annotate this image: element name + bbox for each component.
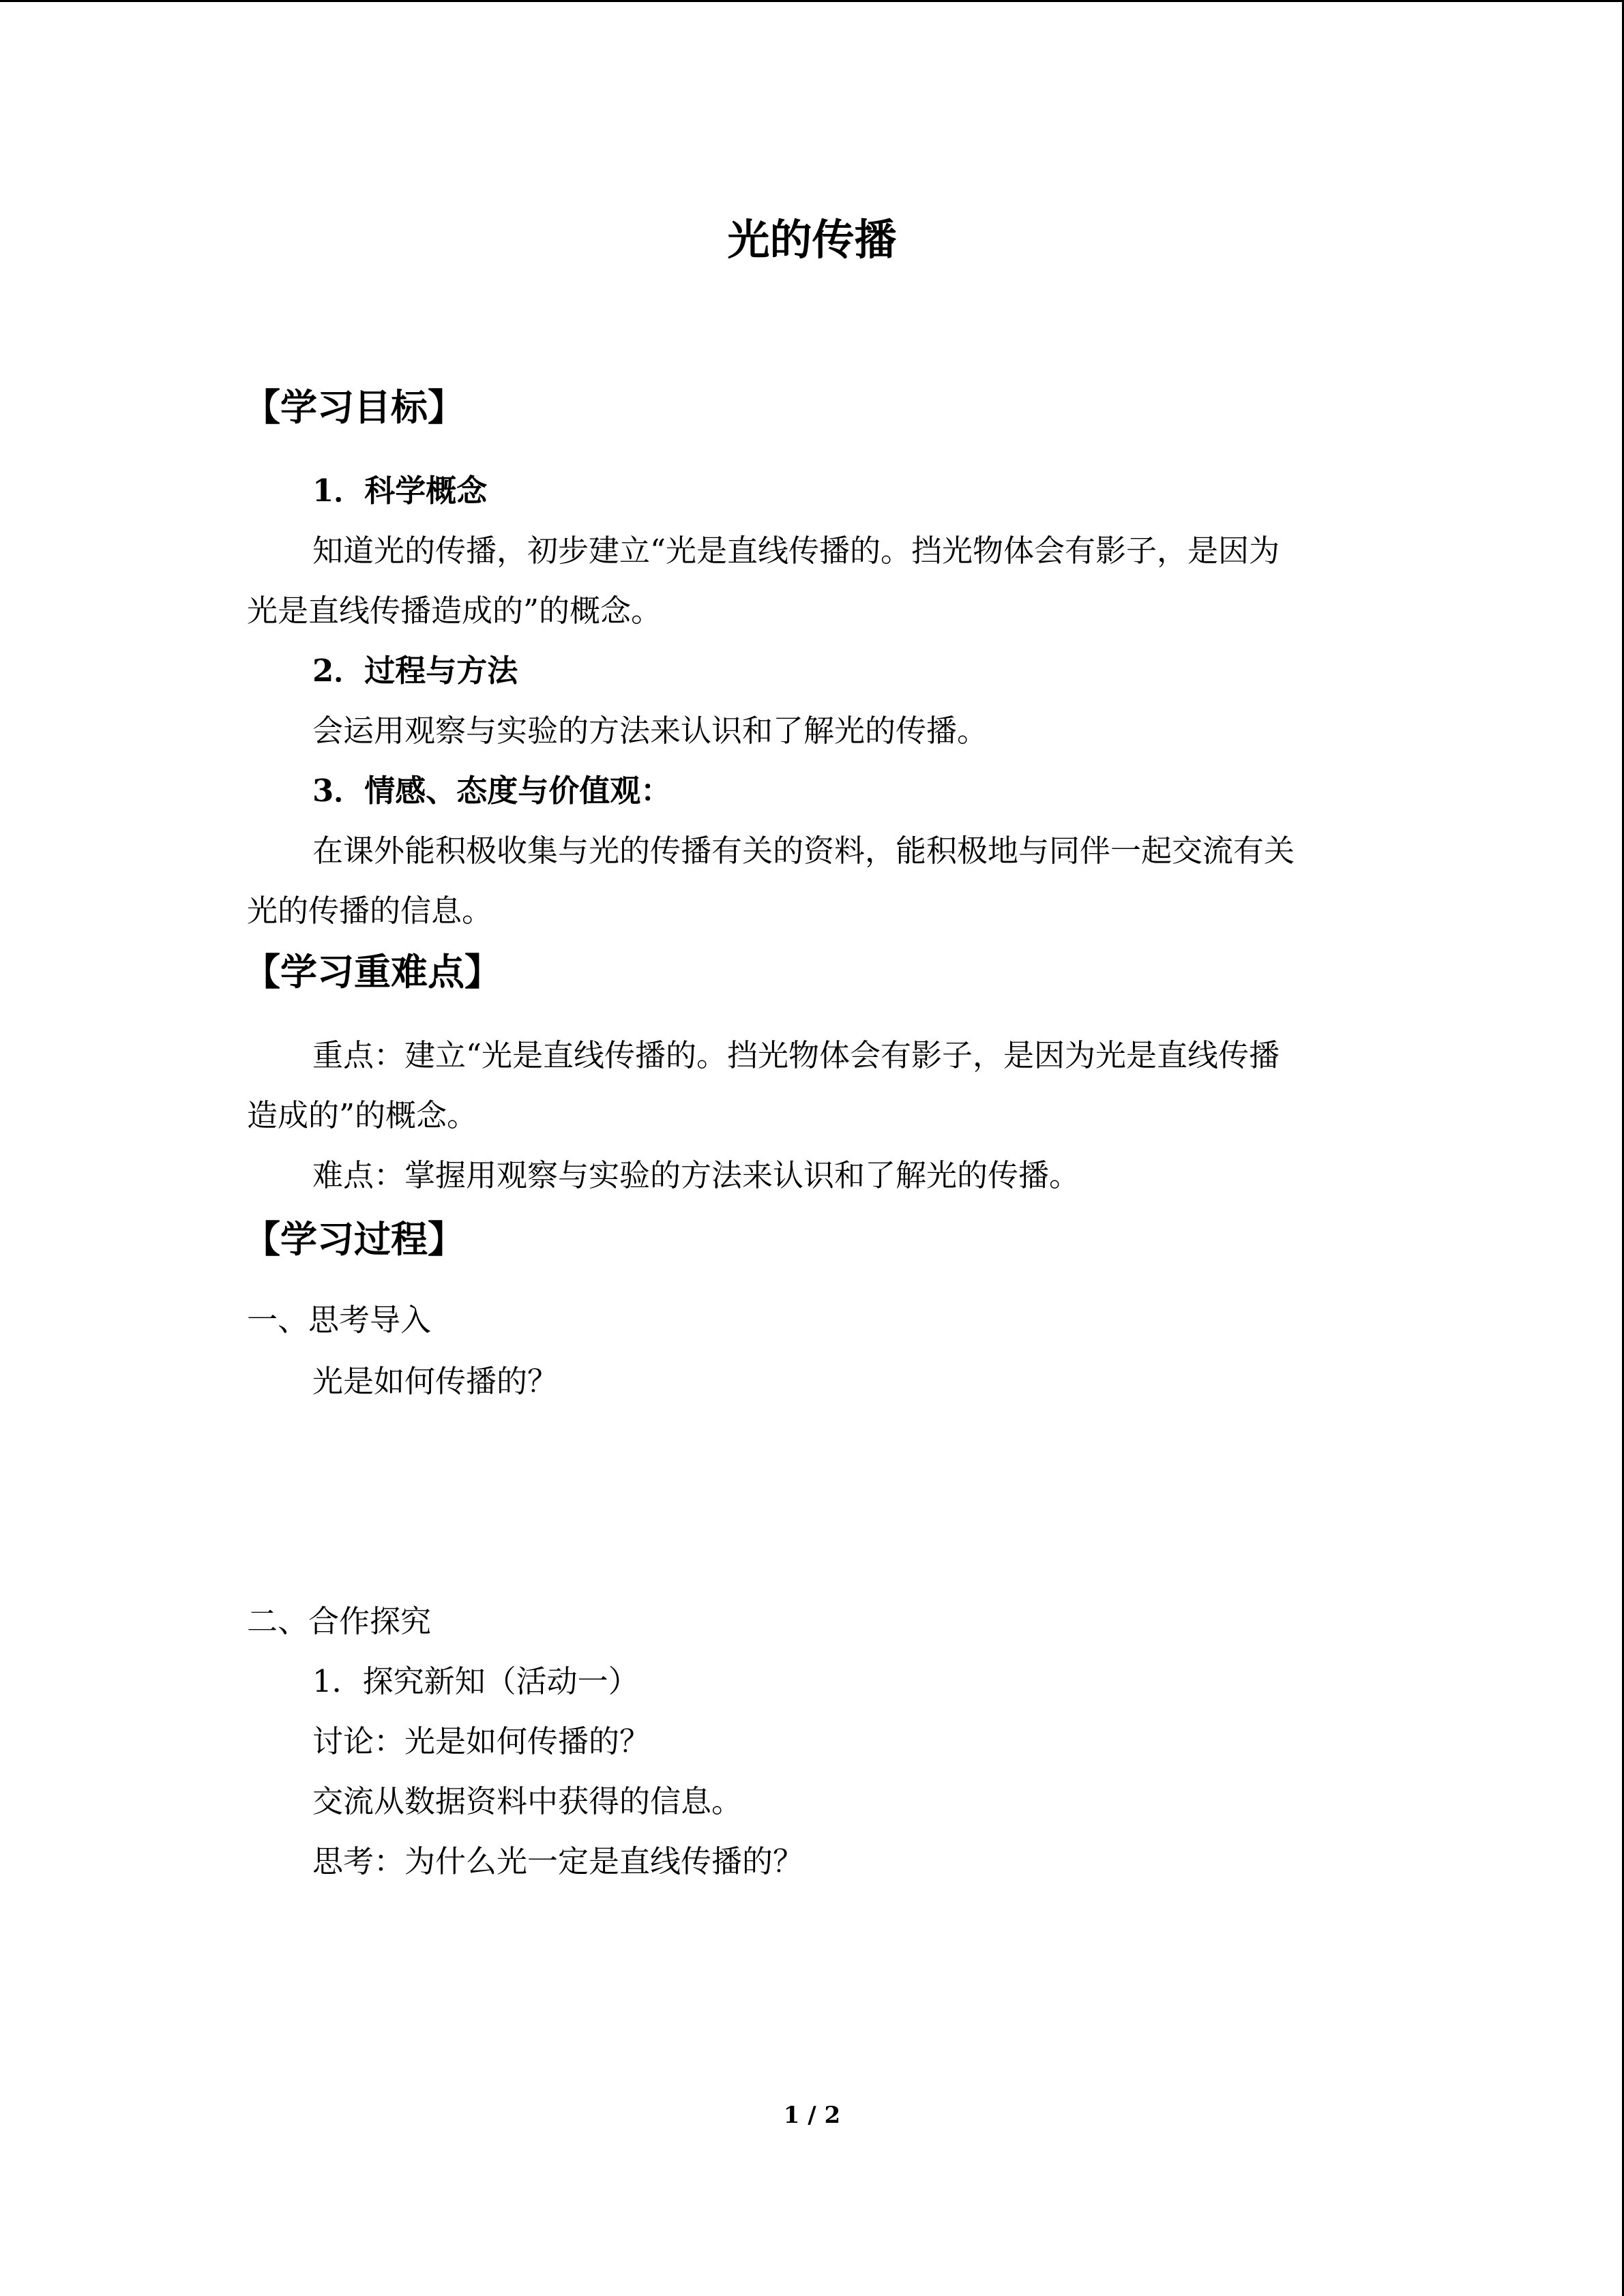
objective-1-text-line2: 光是直线传播造成的”的概念。 [247, 593, 662, 629]
page-title: 光的传播 [727, 215, 897, 265]
difficulty-text: 难点：掌握用观察与实验的方法来认识和了解光的传播。 [312, 1157, 1080, 1193]
page-number: 1 / 2 [783, 2102, 841, 2129]
objective-2-title: 2．过程与方法 [312, 653, 518, 689]
process-part2-title: 二、合作探究 [247, 1603, 432, 1639]
objective-3-text-line2: 光的传播的信息。 [247, 893, 493, 929]
process-part2-activity: 1．探究新知（活动一） [312, 1663, 639, 1699]
process-part2-exchange: 交流从数据资料中获得的信息。 [312, 1783, 743, 1819]
objective-2-text: 会运用观察与实验的方法来认识和了解光的传播。 [312, 713, 988, 749]
section-heading-process: 【学习过程】 [243, 1217, 464, 1261]
process-part1-question: 光是如何传播的？ [312, 1363, 559, 1399]
objective-1-title: 1．科学概念 [312, 473, 488, 509]
process-part2-discuss: 讨论：光是如何传播的？ [312, 1723, 651, 1759]
section-heading-key-points: 【学习重难点】 [243, 950, 501, 994]
objective-3-title: 3．情感、态度与价值观： [312, 773, 672, 809]
process-part1-title: 一、思考导入 [247, 1302, 432, 1338]
key-point-text-line1: 重点：建立“光是直线传播的。挡光物体会有影子，是因为光是直线传播 [312, 1037, 1280, 1073]
objective-1-text-line1: 知道光的传播，初步建立“光是直线传播的。挡光物体会有影子，是因为 [312, 533, 1280, 569]
objective-3-text-line1: 在课外能积极收集与光的传播有关的资料，能积极地与同伴一起交流有关 [312, 833, 1295, 869]
section-heading-objectives: 【学习目标】 [243, 385, 464, 429]
process-part2-think: 思考：为什么光一定是直线传播的？ [312, 1843, 804, 1879]
key-point-text-line2: 造成的”的概念。 [247, 1097, 478, 1133]
